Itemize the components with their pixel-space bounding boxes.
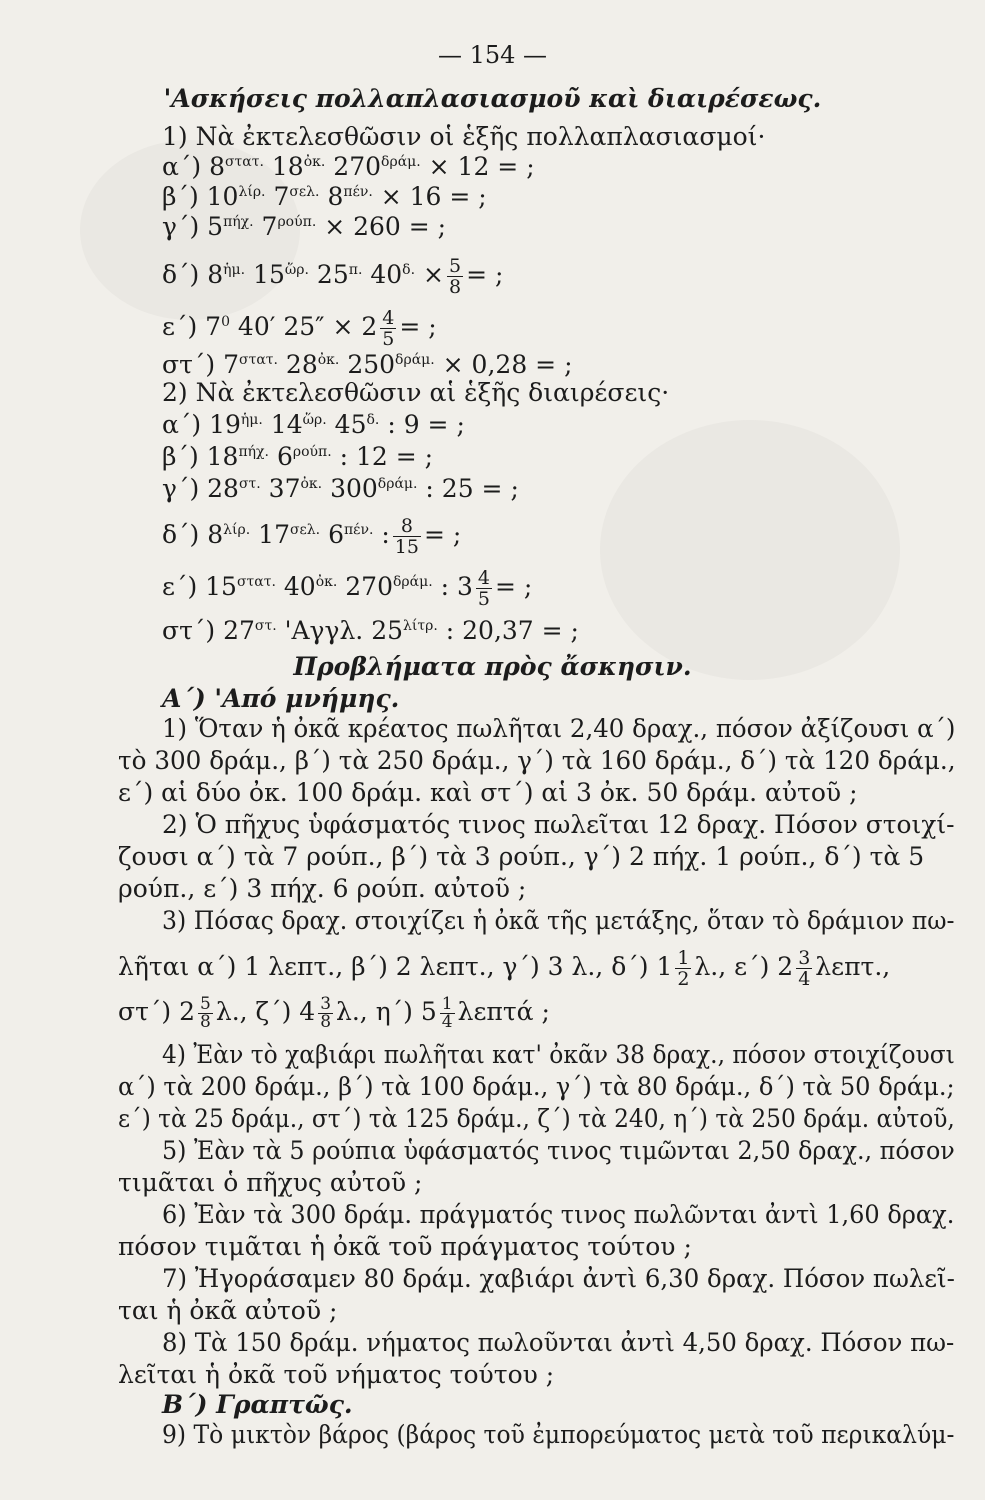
- exercise-1-heading: 1) Νὰ ἐκτελεσθῶσιν οἱ ἑξῆς πολλαπλασιασμοί·: [162, 122, 766, 151]
- fraction: $\frac{1}{2}$: [677, 947, 690, 990]
- problems-title: Προβλήματα πρὸς ἄσκησιν.: [293, 652, 692, 681]
- section-title: 'Ασκήσεις πολλαπλασιασμοῦ καὶ διαιρέσεως.: [163, 84, 822, 113]
- problem-9-line: 9) Τὸ μικτὸν βάρος (βάρος τοῦ ἐμπορεύματος μετὰ τοῦ περικαλύμ-: [162, 1420, 955, 1449]
- problem-6-line: πόσον τιμᾶται ἡ ὀκᾶ τοῦ πράγματος τούτου ;: [118, 1232, 692, 1261]
- problem-1-line: τὸ 300 δράμ., β΄) τὰ 250 δράμ., γ΄) τὰ 160 δράμ., δ΄) τὰ 120 δράμ.,: [118, 746, 956, 775]
- problem-4-line: ε΄) τὰ 25 δράμ., στ΄) τὰ 125 δράμ., ζ΄) τὰ 240, η΄) τὰ 250 δράμ. αὐτοῦ,: [118, 1104, 955, 1133]
- fraction: $\frac{1}{4}$: [441, 994, 453, 1032]
- problem-3-line: 3) Πόσας δραχ. στοιχίζει ἡ ὀκᾶ τῆς μετάξης, ὅταν τὸ δράμιον πω-: [162, 906, 955, 935]
- problem-8-line: 8) Τὰ 150 δράμ. νήματος πωλοῦνται ἀντὶ 4,50 δραχ. Πόσον πω-: [162, 1328, 955, 1357]
- exercise-1a: α΄) $8^{\sigma\tau\alpha\tau.}$ $18^{ὀ\kappa.}$ $270^{\delta\rho ά\mu.} \times 12$ = ;: [162, 152, 535, 181]
- subsection-b-heading: Β΄) Γραπτῶς.: [162, 1390, 353, 1419]
- problem-3-line: λῆται α΄) 1 λεπτ., β΄) 2 λεπτ., γ΄) 3 λ., δ΄) 1 $\frac{1}{2}$ λ., ε΄) 2 $\frac{3}{4}$ λεπτ.,: [118, 947, 891, 990]
- fraction: $\frac{3}{4}$: [798, 947, 811, 990]
- exercise-2f: στ΄) $27^{\sigma\tau.}$ 'Αγγλ. $25^{\lambda ί\tau\rho.}$ : 20,37 = ;: [162, 616, 579, 645]
- problem-4-line: 4) Ἐὰν τὸ χαβιάρι πωλῆται κατ' ὀκᾶν 38 δραχ., πόσον στοιχίζουσι: [162, 1040, 955, 1069]
- exercise-1b: β΄) $10^{\lambda ί\rho.}$ $7^{\sigma\varepsilon\lambda.}$ $8^{\pi έ\nu.} \times 16$ = ;: [162, 182, 487, 211]
- problem-2-line: ρούπ., ε΄) 3 πήχ. 6 ρούπ. αὐτοῦ ;: [118, 874, 527, 903]
- fraction: $\frac{8}{15}$: [394, 515, 419, 558]
- problem-5-line: 5) Ἐὰν τὰ 5 ρούπια ὑφάσματός τινος τιμῶνται 2,50 δραχ., πόσον: [162, 1136, 955, 1165]
- exercise-1d: δ΄) $8^{ἡ\mu.}$ $15^{ὥ\rho.}$ $25^{\pi.}$ $40^{\delta.}$ × $\frac{5}{8}$ = ;: [162, 255, 504, 298]
- fraction: $\frac{5}{8}$: [448, 255, 462, 298]
- exercise-2b: β΄) $18^{\pi ή\chi.}$ $6^{\rho oύ\pi.}$ : 12 = ;: [162, 442, 434, 471]
- exercise-2d: δ΄) $8^{\lambda ί\rho.}$ $17^{\sigma\varepsilon\lambda.}$ $6^{\pi έ\nu.}$ : $\frac{8}{15}$ = ;: [162, 515, 462, 558]
- fraction: $\frac{5}{8}$: [200, 994, 211, 1032]
- fraction: $\frac{4}{5}$: [477, 567, 490, 610]
- problem-5-line: τιμᾶται ὁ πῆχυς αὐτοῦ ;: [118, 1168, 423, 1197]
- exercise-2c: γ΄) $28^{\sigma\tau.}$ $37^{ὀ\kappa.}$ $300^{\delta\rho ά\mu.}$ : 25 = ;: [162, 474, 519, 503]
- exercise-1c: γ΄) $5^{\pi ή\chi.}$ $7^{\rho oύ\pi.} \times 260$ = ;: [162, 212, 447, 241]
- exercise-1f: στ΄) $7^{\sigma\tau\alpha\tau.}$ $28^{ὀ\kappa.}$ $250^{\delta\rho ά\mu.} \times 0,28$ = ;: [162, 350, 573, 379]
- problem-4-line: α΄) τὰ 200 δράμ., β΄) τὰ 100 δράμ., γ΄) τὰ 80 δράμ., δ΄) τὰ 50 δράμ.;: [118, 1072, 955, 1101]
- exercise-2e: ε΄) $15^{\sigma\tau\alpha\tau.}$ $40^{ὀ\kappa.}$ $270^{\delta\rho ά\mu.}$ : 3 $\frac{4}{5}$ = ;: [162, 567, 533, 610]
- problem-3-line: στ΄) 2 $\frac{5}{8}$ λ., ζ΄) 4 $\frac{3}{8}$ λ., η΄) 5 $\frac{1}{4}$ λεπτά ;: [118, 994, 550, 1032]
- subsection-a-heading: Α΄) 'Από μνήμης.: [162, 684, 400, 713]
- fraction: $\frac{3}{8}$: [320, 994, 332, 1032]
- problem-6-line: 6) Ἐὰν τὰ 300 δράμ. πράγματός τινος πωλῶνται ἀντὶ 1,60 δραχ.: [162, 1200, 955, 1229]
- problem-7-line: ται ἡ ὀκᾶ αὐτοῦ ;: [118, 1296, 338, 1325]
- problem-1-line: ε΄) αἱ δύο ὀκ. 100 δράμ. καὶ στ΄) αἱ 3 ὀκ. 50 δράμ. αὐτοῦ ;: [118, 778, 858, 807]
- problem-7-line: 7) Ἠγοράσαμεν 80 δράμ. χαβιάρι ἀντὶ 6,30 δραχ. Πόσον πωλεῖ-: [162, 1264, 955, 1293]
- fraction: $\frac{4}{5}$: [382, 307, 395, 350]
- paper-stain: [600, 420, 900, 680]
- problem-2-line: ζουσι α΄) τὰ 7 ρούπ., β΄) τὰ 3 ρούπ., γ΄) 2 πήχ. 1 ρούπ., δ΄) τὰ 5: [118, 842, 925, 871]
- exercise-1e: ε΄) $7^0$ 40′ 25″ × 2 $\frac{4}{5}$ = ;: [162, 307, 437, 350]
- exercise-2a: α΄) $19^{ἡ\mu.}$ $14^{ὥ\rho.}$ $45^{\delta.}$ : 9 = ;: [162, 410, 465, 439]
- exercise-2-heading: 2) Νὰ ἐκτελεσθῶσιν αἱ ἑξῆς διαιρέσεις·: [162, 378, 670, 407]
- problem-8-line: λεῖται ἡ ὀκᾶ τοῦ νήματος τούτου ;: [118, 1360, 555, 1389]
- page-number: — 154 —: [437, 41, 548, 69]
- problem-1-line: 1) Ὅταν ἡ ὀκᾶ κρέατος πωλῆται 2,40 δραχ., πόσον ἀξίζουσι α΄): [162, 714, 956, 743]
- problem-2-line: 2) Ὁ πῆχυς ὑφάσματός τινος πωλεῖται 12 δραχ. Πόσον στοιχί-: [162, 810, 955, 839]
